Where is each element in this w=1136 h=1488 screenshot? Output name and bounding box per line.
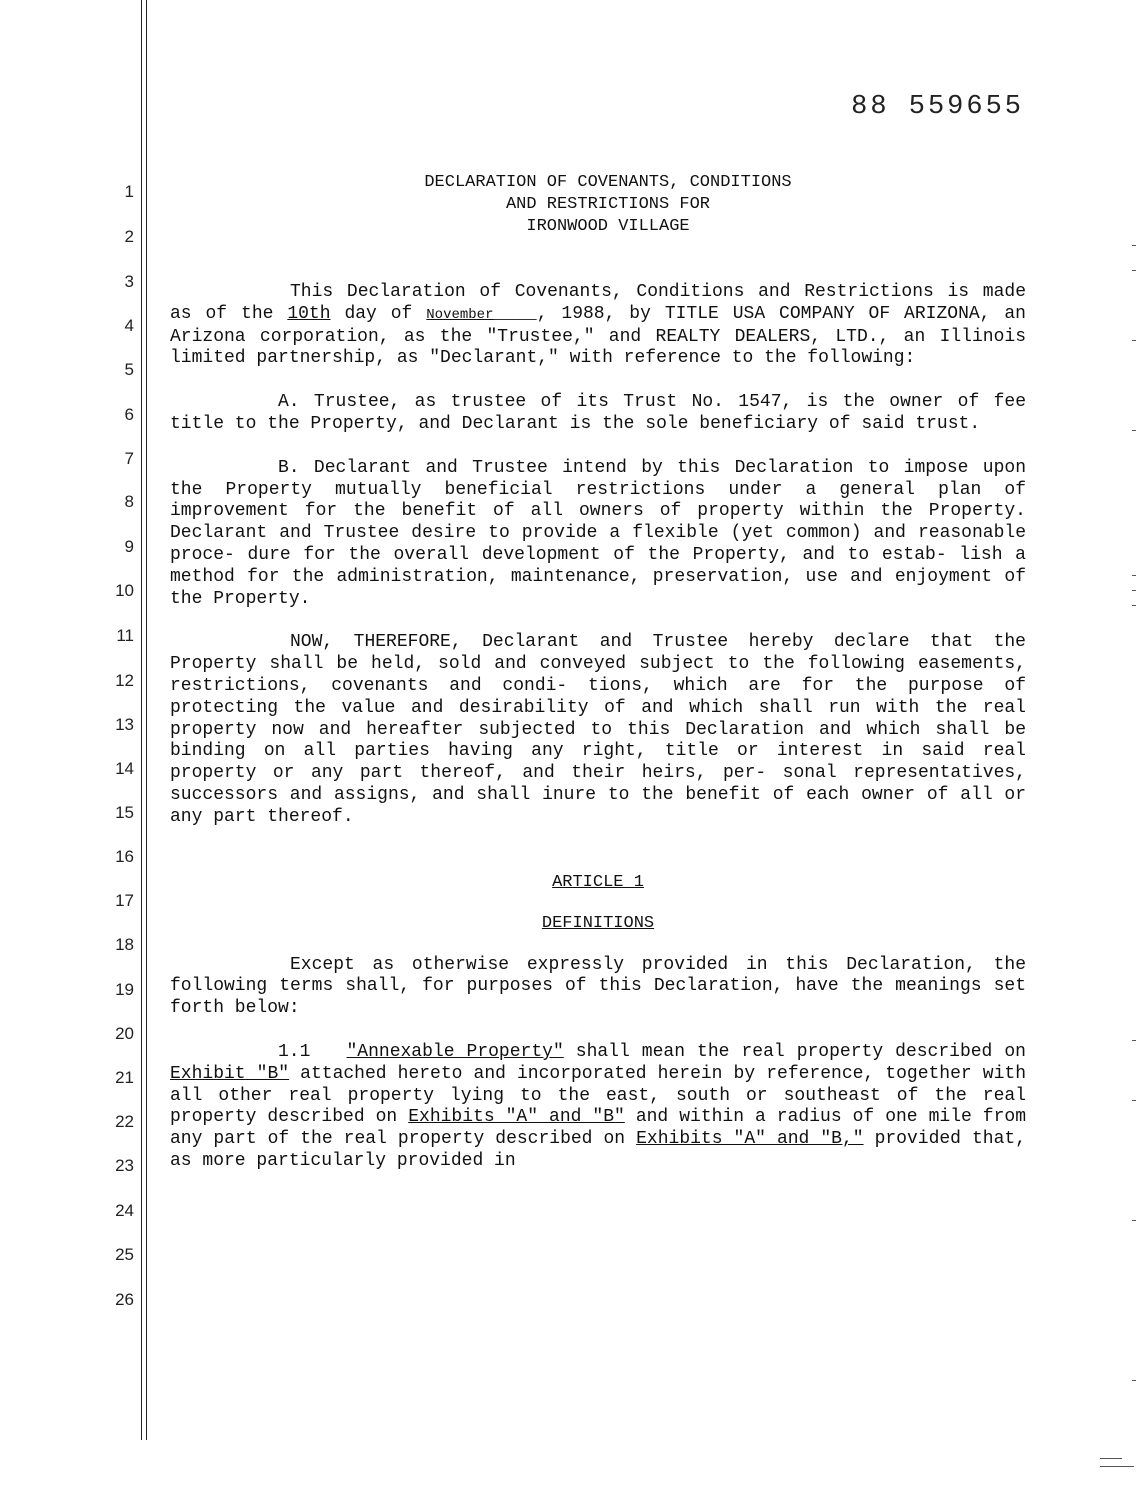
line-number: 2 [124,227,134,246]
line-number: 10 [115,581,134,600]
line-number: 25 [115,1245,134,1264]
article-title: DEFINITIONS [541,913,655,933]
exhibit-reference: Exhibit "B" [170,1063,290,1084]
line-number: 24 [115,1201,134,1220]
pleading-line-numbers [100,0,140,1488]
filled-day: 10th [287,303,331,324]
line-number: 4 [124,316,134,335]
scan-margin-marks [1076,0,1136,1488]
line-number: 8 [124,492,134,511]
exhibit-reference: Exhibits "A" and "B" [408,1107,625,1128]
line-number: 20 [115,1024,134,1043]
filled-month: November [426,306,494,323]
now-therefore-paragraph: NOW, THEREFORE, Declarant and Trustee hereby declare that the Property shall be held, sold and conveyed subject to the following easements, restrictions, covenants and condi- tions, which are for the purpose of protecting the value and desirability of and which shall run with the real property now and hereafter subjected to this Declaration and which shall be binding on all parties having any right, title or interest in said real property or any part thereof, and their heirs, per- sonal representatives, successors and assigns, and shall inure to the benefit of each owner of all or any part thereof. [170,632,1026,827]
recital-a: A. Trustee, as trustee of its Trust No. 1547, is the owner of fee title to the Property, and Declarant is the sole beneficiary of said trust. [170,392,1026,434]
line-number: 1 [124,182,134,201]
line-number: 12 [115,671,134,690]
line-number: 22 [115,1112,134,1131]
exhibit-reference: Exhibits "A" and "B," [636,1129,864,1150]
scan-mark [1100,1458,1122,1459]
defined-term: "Annexable Property" [346,1041,564,1062]
line-number: 13 [115,715,134,734]
line-number: 3 [124,272,134,291]
recital-b: B. Declarant and Trustee intend by this Declaration to impose upon the Property mutually beneficial restrictions under a general plan of improvement for the benefit of all owners of property within the Property. Declarant and Trustee desire to provide a flexible (yet common) and reasonable proce- dure for the overall development of the Property, and to estab- lish a method for the administration, maintenance, preservation, use and enjoyment of the Property. [170,457,1026,609]
title-line-2: AND RESTRICTIONS FOR [505,195,711,214]
intro-paragraph: This Declaration of Covenants, Conditions and Restrictions is made as of the 10th day of November____, 1988, by TITLE USA COMPANY OF ARIZONA, an Arizona corporation, as the "Trustee," and REALTY DEALERS, LTD., an Illinois limited partnership, as "Declarant," with reference to the following: [170,282,1026,369]
scan-mark [1132,1380,1136,1381]
line-number: 26 [115,1290,134,1309]
scan-mark [1132,270,1136,271]
scan-mark [1100,1466,1134,1467]
title-line-1: DECLARATION OF COVENANTS, CONDITIONS [424,173,792,192]
recording-number: 88 559655 [851,92,1024,122]
scan-mark [1132,1100,1136,1101]
scan-mark [1132,1040,1136,1041]
left-margin-rule-1 [141,0,142,1440]
line-number: 18 [115,935,134,954]
line-number: 23 [115,1156,134,1175]
scan-mark [1132,590,1136,591]
left-margin-rule-2 [146,0,147,1440]
document-title [170,172,1026,238]
line-number: 19 [115,980,134,999]
scan-mark [1132,245,1136,246]
line-number: 15 [115,803,134,822]
line-number: 11 [116,626,134,645]
section-number: 1.1 [278,1041,311,1062]
line-number: 5 [124,360,134,379]
section-1-1: 1.1 "Annexable Property" shall mean the real property described on Exhibit "B" attached hereto and incorporated herein by reference, together with all other real property lying to the east, south or southeast of the real property described on Exhibits "A" and "B" and within a radius of one mile from any part of the real property described on Exhibits "A" and "B," provided that, as more particularly provided in [170,1041,1027,1171]
line-number: 14 [115,759,134,778]
line-number: 17 [115,891,134,910]
article-number: ARTICLE 1 [552,872,644,892]
scan-mark [1132,340,1136,341]
title-line-3: IRONWOOD VILLAGE [526,217,690,236]
definitions-intro: Except as otherwise expressly provided in this Declaration, the following terms shall, for purposes of this Declaration, have the meanings set forth below: [170,954,1026,1019]
scan-mark [1132,605,1136,606]
scan-mark [1132,430,1136,431]
line-number: 9 [124,537,134,556]
line-number: 16 [115,847,134,866]
scan-mark [1132,575,1136,576]
document-body [170,172,1026,1173]
scan-mark [1132,1220,1136,1221]
line-number: 7 [124,449,134,468]
line-number: 6 [124,405,134,424]
line-number: 21 [115,1068,134,1087]
